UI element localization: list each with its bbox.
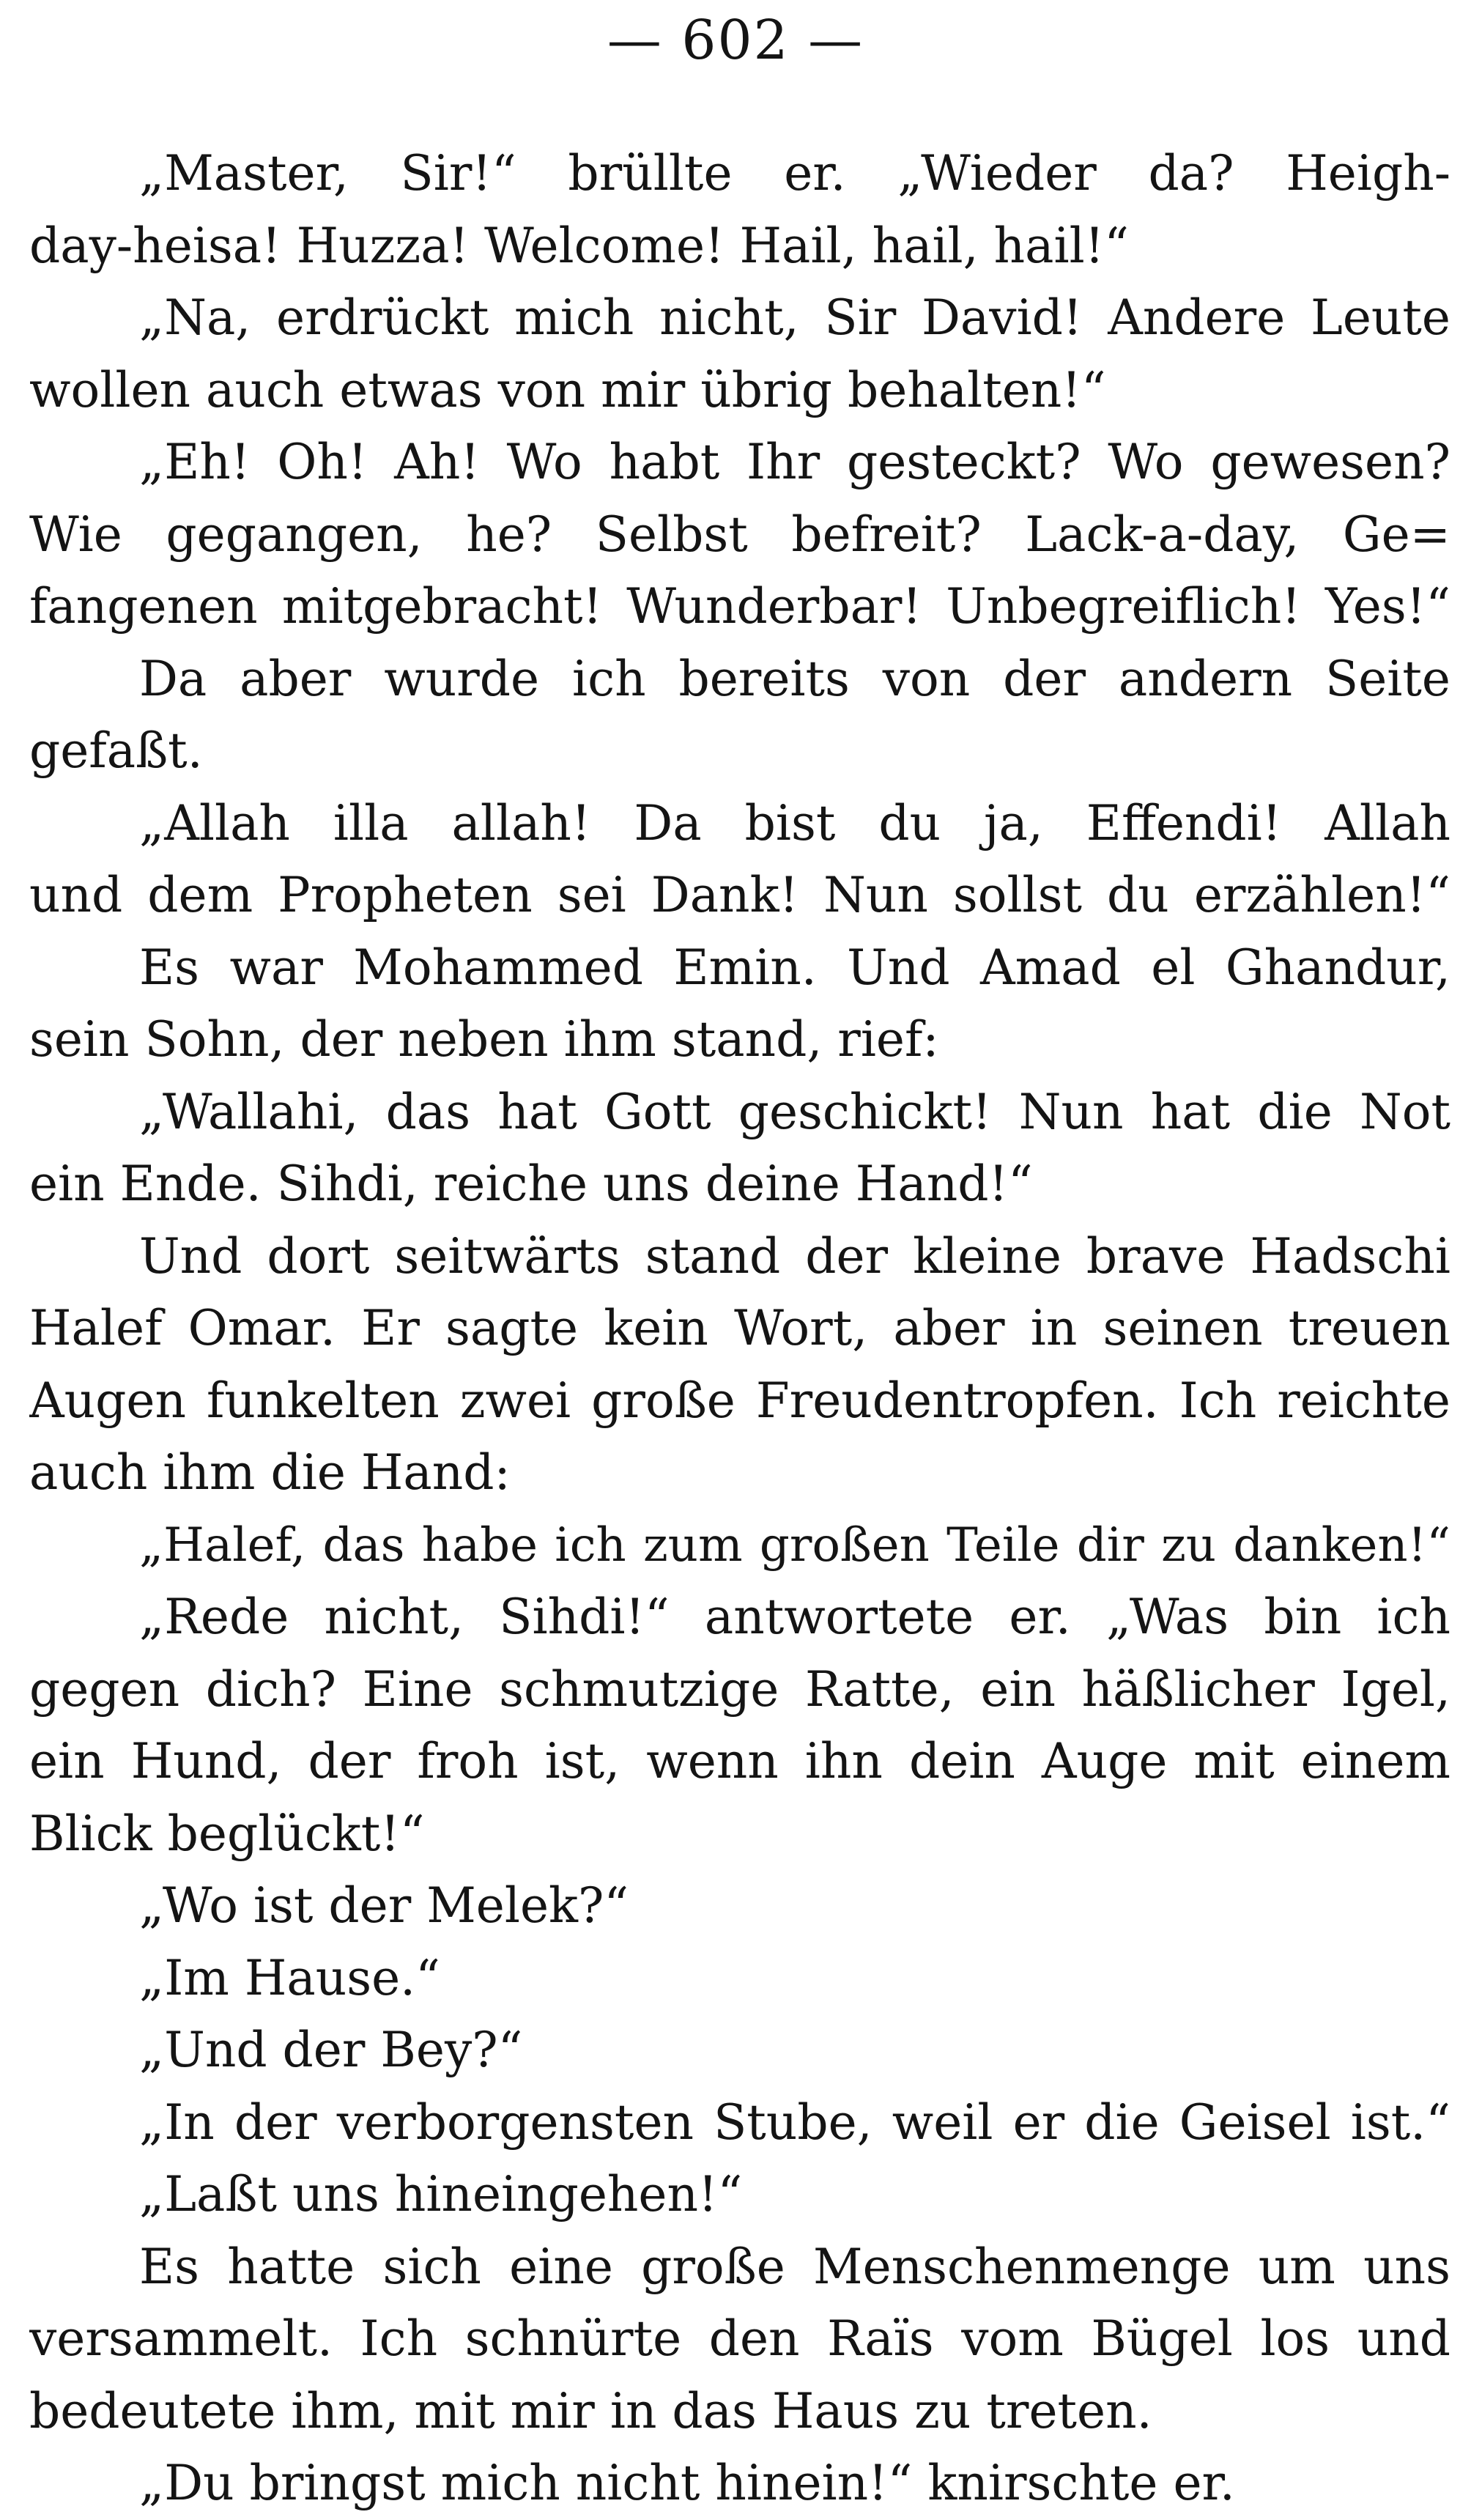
text-line: bedeutete ihm, mit mir in das Haus zu treten. <box>29 2382 1152 2439</box>
text-line: gegen dich? Eine schmutzige Ratte, ein häßlicher Igel, <box>29 1660 1450 1718</box>
text-line: Wie gegangen, he? Selbst befreit? Lack-a-day, Ge= <box>29 506 1450 563</box>
page-number: — 602 — <box>607 9 864 72</box>
text-line: „Master, Sir!“ brüllte er. „Wieder da? Heigh- <box>139 145 1450 202</box>
text-line: „Eh! Oh! Ah! Wo habt Ihr gesteckt? Wo gewesen? <box>139 434 1450 490</box>
text-line: „Laßt uns hineingehen!“ <box>139 2166 743 2222</box>
text-line: wollen auch etwas von mir übrig behalten!“ <box>29 361 1106 418</box>
text-line: Und dort seitwärts stand der kleine brave Hadschi <box>139 1227 1450 1285</box>
text-line: fangenen mitgebracht! Wunderbar! Unbegreiflich! Yes!“ <box>29 578 1450 635</box>
text-line: Es hatte sich eine große Menschenmenge um uns <box>139 2238 1450 2295</box>
text-line: ein Ende. Sihdi, reiche uns deine Hand!“ <box>29 1156 1033 1212</box>
text-line: Es war Mohammed Emin. Und Amad el Ghandur, <box>139 939 1450 996</box>
text-line: „Im Hause.“ <box>139 1949 440 2006</box>
text-line: „Wo ist der Melek?“ <box>139 1877 629 1934</box>
text-line: versammelt. Ich schnürte den Raïs vom Bügel los und <box>29 2310 1450 2367</box>
text-line: „Halef, das habe ich zum großen Teile dir zu danken!“ <box>139 1518 1450 1573</box>
text-line: Augen funkelten zwei große Freudentropfen. Ich reichte <box>29 1372 1450 1429</box>
text-line: auch ihm die Hand: <box>29 1444 511 1501</box>
text-line: gefaßt. <box>29 723 203 779</box>
text-line: und dem Propheten sei Dank! Nun sollst du erzählen!“ <box>29 867 1450 923</box>
text-line: „Und der Bey?“ <box>139 2022 523 2078</box>
text-line: Blick beglückt!“ <box>29 1805 425 1862</box>
text-line: „Rede nicht, Sihdi!“ antwortete er. „Was bin ich <box>139 1589 1450 1645</box>
text-line: „Allah illa allah! Da bist du ja, Effendi! Allah <box>139 794 1450 851</box>
text-line: ein Hund, der froh ist, wenn ihn dein Auge mit einem <box>29 1733 1450 1789</box>
text-line: Da aber wurde ich bereits von der andern Seite <box>139 650 1450 707</box>
text-line: „Wallahi, das hat Gott geschickt! Nun hat die Not <box>139 1083 1450 1140</box>
text-line: sein Sohn, der neben ihm stand, rief: <box>29 1011 939 1068</box>
text-line: „In der verborgensten Stube, weil er die Geisel ist.“ <box>139 2094 1450 2151</box>
text-line: „Na, erdrückt mich nicht, Sir David! Andere Leute <box>139 289 1450 346</box>
text-line: „Du bringst mich nicht hinein!“ knirschte er. <box>139 2455 1235 2511</box>
text-line: day-heisa! Huzza! Welcome! Hail, hail, hail!“ <box>29 217 1129 274</box>
text-line: Halef Omar. Er sagte kein Wort, aber in seinen treuen <box>29 1300 1450 1356</box>
page-body-text <box>29 138 1450 2520</box>
